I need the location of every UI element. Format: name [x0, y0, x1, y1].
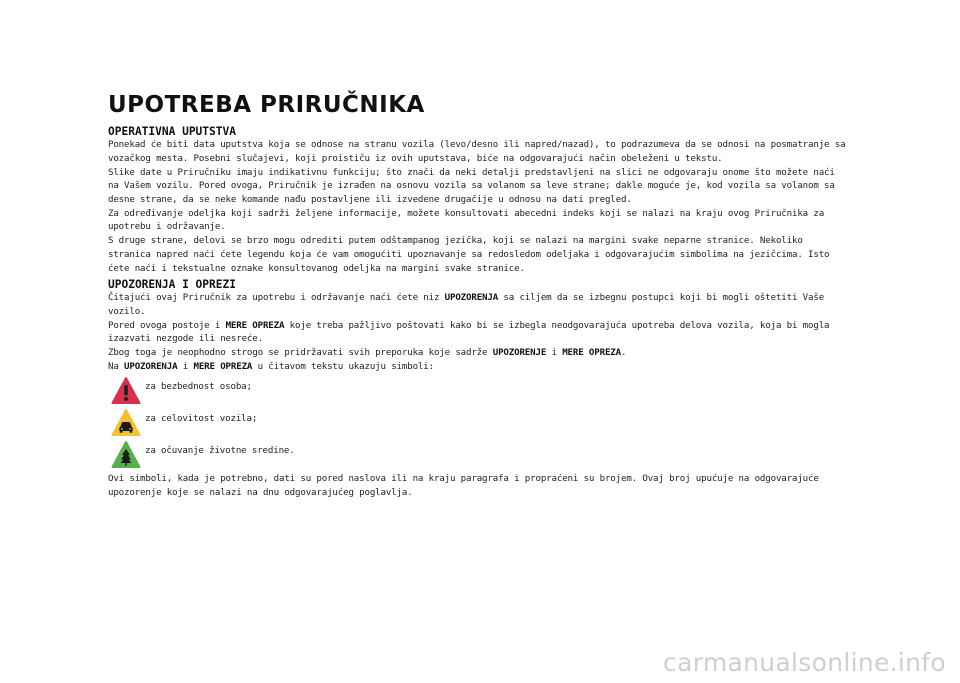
- watermark-text: carmanualsonline.info: [663, 648, 946, 677]
- paragraph: Ponekad će biti data uputstva koja se odnose na stranu vozila (levo/desno ili napred/nazad), to podrazumeva da se odnosi na posmatranje sa vozačkog mesta. Posebni slučajevi, koji proističu iz ovih uputstava, biće na odgovarajući način obeleženi u tekstu.: [108, 140, 846, 164]
- symbol-caption: za očuvanje životne sredine.: [145, 446, 295, 457]
- bold-term: MERE OPREZA: [193, 362, 253, 373]
- paragraph: Zbog toga je neophodno strogo se pridržavati svih preporuka koje sadrže UPOZORENJE i MERE OPREZA.: [108, 348, 627, 359]
- symbol-row-persons: [108, 375, 848, 407]
- paragraph: S druge strane, delovi se brzo mogu odrediti putem odštampanog jezička, koji se nalazi na margini svake neparne stranice. Nekoliko stranica napred naći ćete legendu koja će vam omogućiti upoznavanje sa redosledom odeljaka i odgovarajućim simbolima na jezičcima. Isto ćete naći i tekstualne oznake konsultovanog odeljka na margini svake stranice.: [108, 236, 830, 274]
- manual-page: [108, 92, 848, 501]
- page-title: UPOTREBA PRIRUČNIKA: [108, 92, 425, 118]
- section-heading-operativna-uputstva: OPERATIVNA UPUTSTVA: [108, 125, 236, 138]
- paragraph: Ovi simboli, kada je potrebno, dati su pored naslova ili na kraju paragrafa i propraćeni su brojem. Ovaj broj upućuje na odgovarajuće upozorenje koje se nalazi na dnu odgovarajućeg poglavlja.: [108, 474, 819, 498]
- car-warning-yellow-icon: [111, 408, 141, 438]
- bold-term: UPOZORENJA: [124, 362, 178, 373]
- symbol-caption: za bezbednost osoba;: [145, 382, 252, 393]
- paragraph: Pored ovoga postoje i MERE OPREZA koje treba pažljivo poštovati kako bi se izbegla neodgovarajuća upotreba delova vozila, koja bi mogla izazvati nezgode ili nesreće.: [108, 320, 830, 345]
- symbol-caption: za celovitost vozila;: [145, 414, 258, 425]
- bold-term: MERE OPREZA: [225, 320, 285, 331]
- symbol-row-environment: [108, 439, 848, 471]
- bold-term: UPOZORENJA: [444, 293, 499, 304]
- paragraph: Čitajući ovaj Priručnik za upotrebu i održavanje naći ćete niz UPOZORENJA sa ciljem da se izbegnu postupci koji bi mogli oštetiti Vaše vozilo.: [108, 293, 825, 317]
- paragraph: Za određivanje odeljka koji sadrži željene informacije, možete konsultovati abecedni indeks koji se nalazi na kraju ovog Priručnika za upotrebu i održavanje.: [108, 208, 825, 233]
- bold-term: UPOZORENJE: [492, 348, 547, 359]
- warning-triangle-red-icon: [111, 376, 141, 406]
- paragraph: Slike date u Priručniku imaju indikativnu funkciju; što znači da neki detalji predstavljeni na slici ne odgovaraju onome što možete naći na Vašem vozilu. Pored ovoga, Priručnik je izrađen na osnovu vozila sa volanom sa leve strane; dakle moguće je, kod vozila sa volanom sa desne strane, da se neke komande nađu postavljene ili izvedene drugačije u odnosu na dati pregled.: [108, 167, 835, 205]
- bold-term: MERE OPREZA: [562, 348, 621, 359]
- section-heading-upozorenja-i-oprezi: UPOZORENJA I OPREZI: [108, 278, 236, 292]
- symbol-row-vehicle: [108, 407, 848, 439]
- tree-warning-green-icon: [111, 440, 141, 470]
- paragraph: Na UPOZORENJA i MERE OPREZA u čitavom tekstu ukazuju simboli:: [108, 362, 434, 373]
